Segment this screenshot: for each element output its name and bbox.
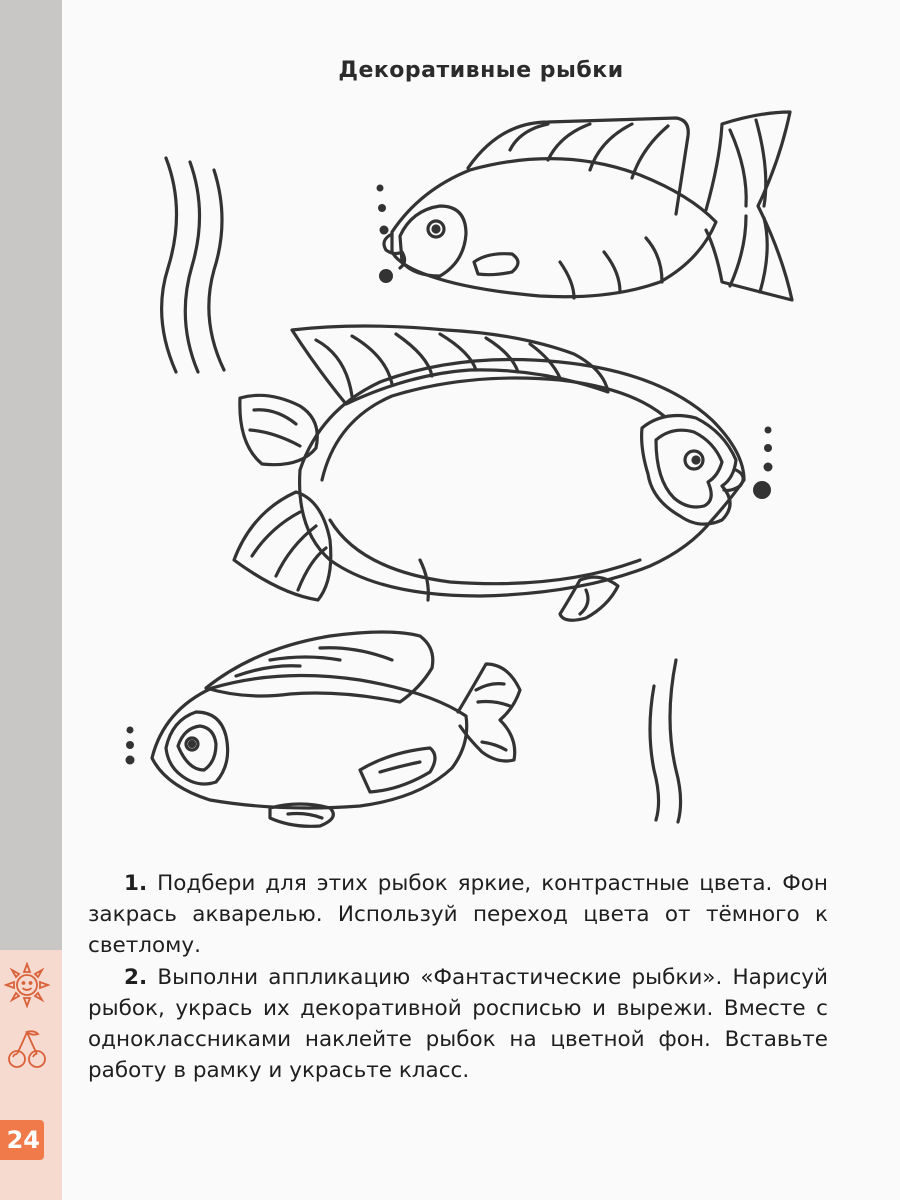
task-2	[88, 962, 828, 1086]
fish-bottom	[152, 632, 520, 826]
task-2-text: Выполни аппликацию «Фантастические рыбки». Нарисуй рыбок, укрась их декоративной росписью и вырежи. Вместе с одноклассниками наклейте рыбок на цветной фон. Вставьте работу в рамку и украсьте класс.	[88, 965, 828, 1083]
seaweed-right	[650, 660, 681, 822]
cherry-icon	[4, 1026, 50, 1072]
task-1	[88, 868, 828, 961]
seaweed-left	[162, 158, 224, 372]
fish-middle	[234, 326, 744, 620]
page-title: Декоративные рыбки	[338, 58, 624, 83]
fish-top	[384, 112, 792, 300]
task-list	[88, 868, 828, 1086]
task-1-text: Подбери для этих рыбок яркие, контрастные цвета. Фон закрась акварелью. Используй переход цвета от тёмного к светлому.	[88, 871, 828, 958]
task-1-number: 1.	[124, 871, 148, 896]
sun-icon	[4, 962, 50, 1008]
bubbles-bottom-fish	[126, 727, 135, 765]
page-number: 24	[0, 1120, 44, 1160]
task-2-number: 2.	[124, 965, 148, 990]
bubbles-middle-fish	[753, 427, 773, 500]
